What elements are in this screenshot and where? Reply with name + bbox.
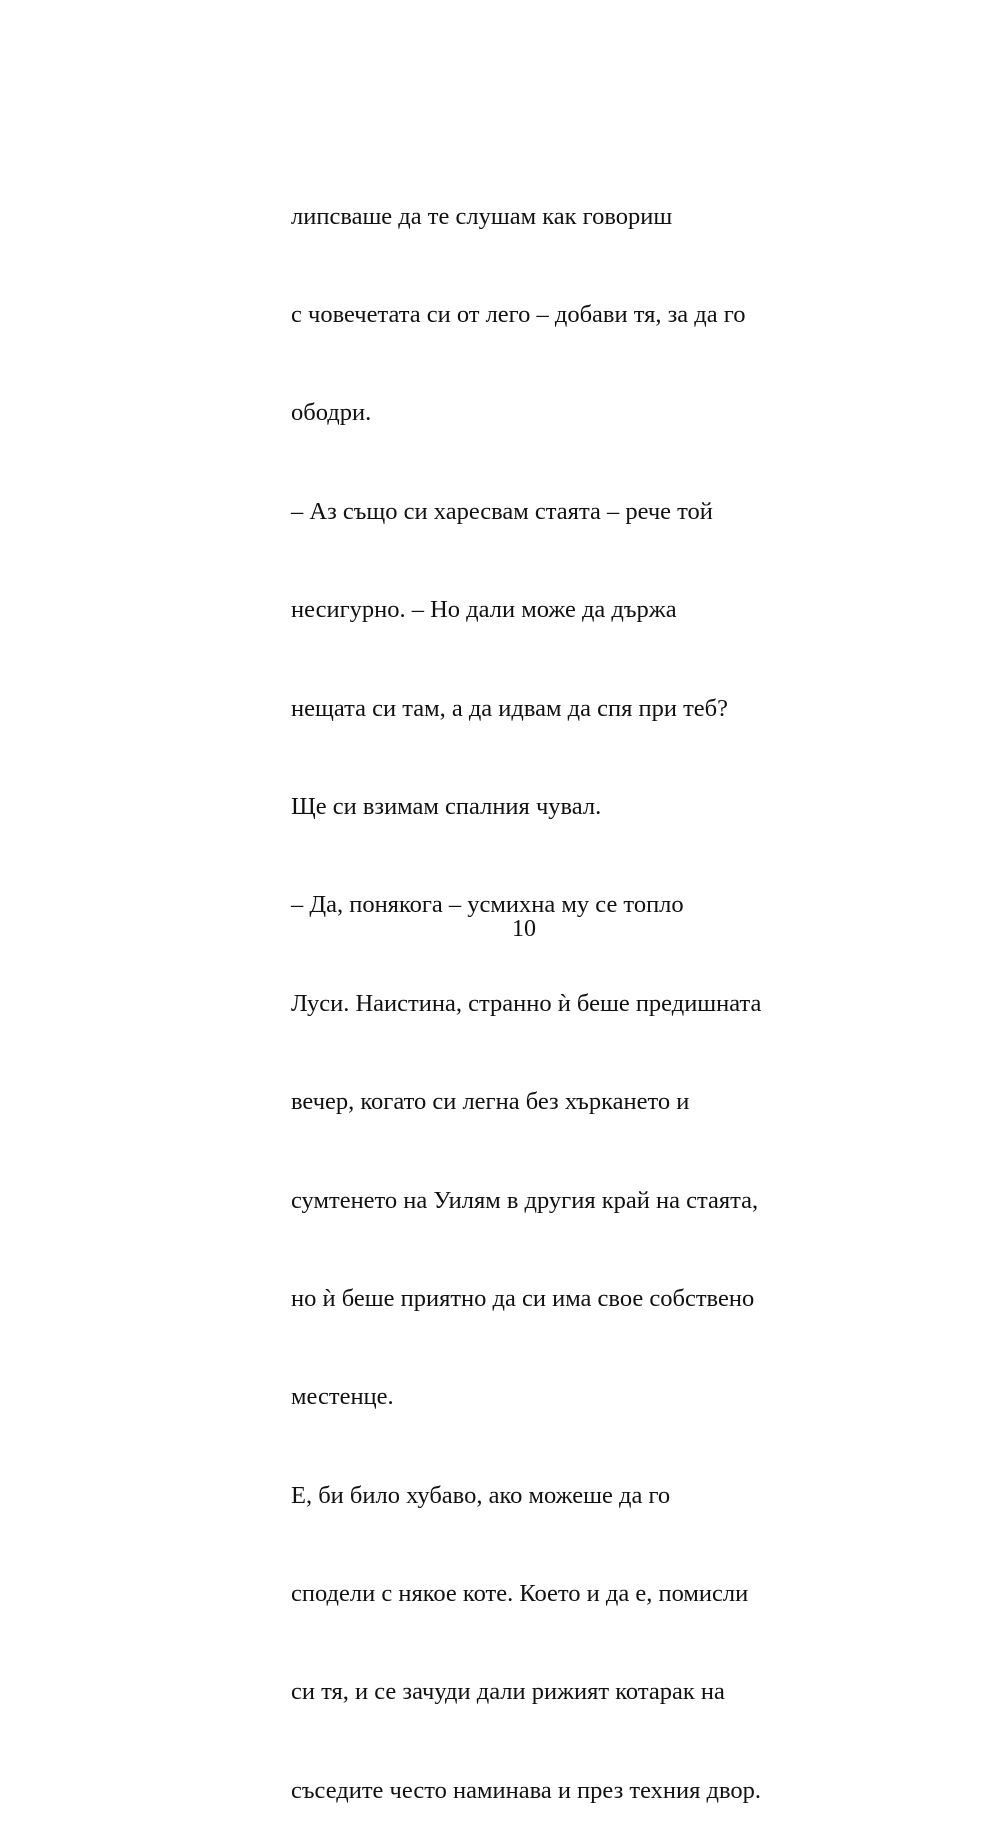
text-line: местенце. [291,1383,394,1411]
page-number: 10 [512,916,536,942]
body-text [291,135,771,1840]
text-line: си тя, и се зачуди дали рижият котарак на [291,1678,725,1706]
text-line: Луси. Наистина, странно ѝ беше предишната [291,989,762,1017]
text-line: – Аз също си харесвам стаята – рече той [291,497,713,525]
text-line: – Да, понякога – усмихна му се топло [291,891,684,919]
text-line: несигурно. – Но дали може да държа [291,596,677,624]
text-line: но ѝ беше приятно да си има свое собствено [291,1284,755,1312]
text-line: Ще си взимам спалния чувал. [291,792,602,820]
text-line: вечер, когато си легна без хъркането и [291,1088,690,1116]
text-line: с човечетата си от лего – добави тя, за да го [291,300,746,328]
text-line: сумтенето на Уилям в другия край на стаята, [291,1186,759,1214]
text-line: Е, би било хубаво, ако можеше да го [291,1481,671,1509]
text-line: сподели с някое коте. Което и да е, помисли [291,1580,749,1608]
text-line: ободри. [291,399,372,427]
text-line: нещата си там, а да идвам да спя при теб? [291,694,728,722]
text-line: съседите често наминава и през техния двор. [291,1776,762,1804]
text-line: липсваше да те слушам как говориш [291,202,673,230]
